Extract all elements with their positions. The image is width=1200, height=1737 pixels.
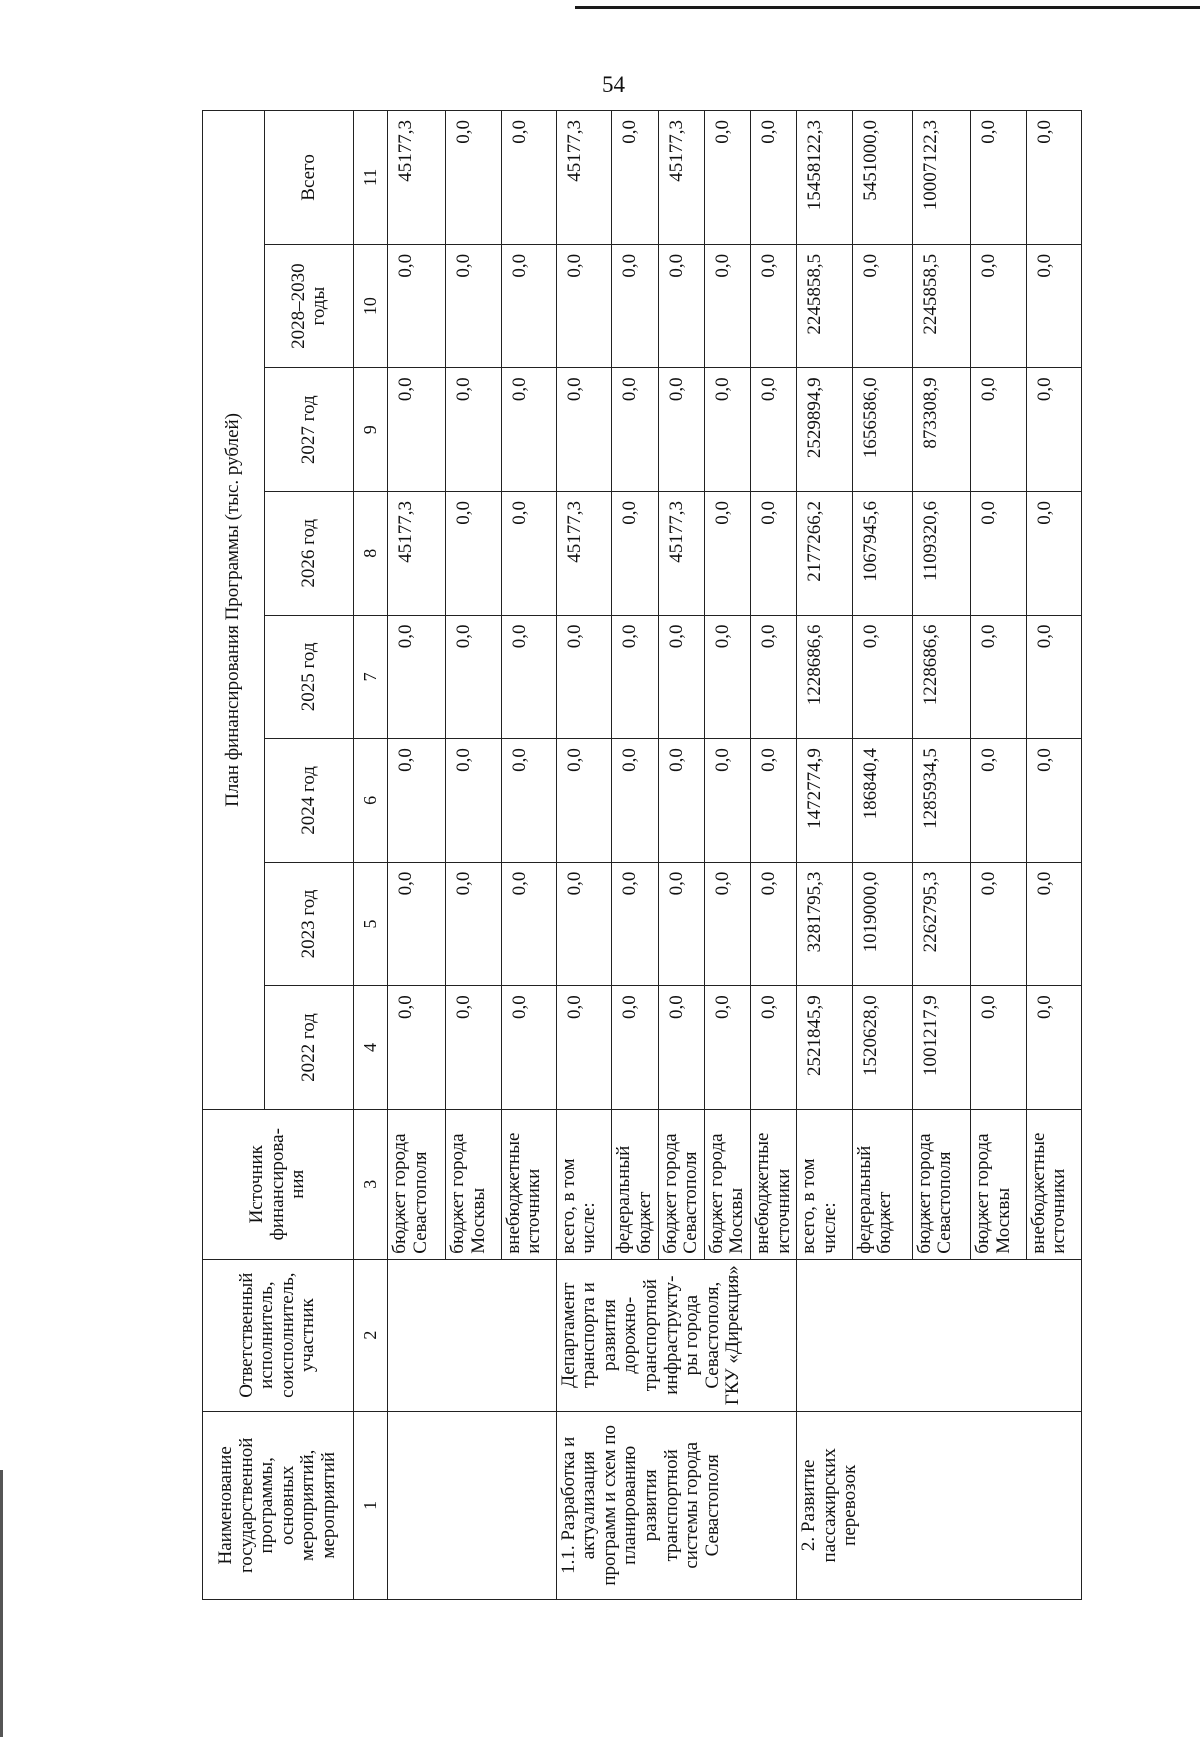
row-executor: Департамент транспорта и развития дорожно-транспортной инфраструкту-ры города Севастополя, ГКУ «Дирекция» — [556, 1259, 796, 1411]
row-funding-source: внебюджетные источники — [1026, 1109, 1081, 1259]
column-number: 7 — [353, 615, 387, 739]
row-amount-cell: 0,0 — [446, 862, 501, 986]
row-amount-cell: 0,0 — [658, 739, 704, 863]
row-funding-source: бюджет города Севастополя — [912, 1109, 970, 1259]
row-amount-cell: 0,0 — [612, 244, 658, 368]
row-amount-cell: 0,0 — [658, 986, 704, 1110]
row-amount-cell: 45177,3 — [658, 111, 704, 245]
row-amount-cell: 45177,3 — [658, 491, 704, 615]
row-amount-cell: 1656586,0 — [852, 368, 912, 492]
header-financing-plan: План финансирования Программы (тыс. рублей) — [203, 111, 265, 1110]
row-executor — [797, 1259, 1082, 1411]
row-funding-source: бюджет города Москвы — [446, 1109, 501, 1259]
row-amount-cell: 0,0 — [704, 111, 750, 245]
row-amount-cell: 0,0 — [446, 491, 501, 615]
column-number: 5 — [353, 862, 387, 986]
row-amount-cell: 0,0 — [446, 111, 501, 245]
header-source: Источник финансирова-ния — [203, 1109, 354, 1259]
header-year: 2028–2030 годы — [265, 244, 353, 368]
column-number: 11 — [353, 111, 387, 245]
row-amount-cell: 0,0 — [388, 739, 446, 863]
row-amount-cell: 0,0 — [751, 491, 797, 615]
row-amount-cell: 1109320,6 — [912, 491, 970, 615]
header-year: 2022 год — [265, 986, 353, 1110]
row-amount-cell: 0,0 — [704, 862, 750, 986]
row-amount-cell: 0,0 — [501, 111, 556, 245]
row-amount-cell: 15458122,3 — [797, 111, 852, 245]
row-amount-cell: 0,0 — [388, 368, 446, 492]
row-amount-cell: 0,0 — [658, 615, 704, 739]
row-amount-cell: 45177,3 — [388, 111, 446, 245]
row-amount-cell: 0,0 — [612, 739, 658, 863]
row-executor — [388, 1259, 557, 1411]
row-amount-cell: 0,0 — [751, 368, 797, 492]
row-amount-cell: 0,0 — [1026, 615, 1081, 739]
column-number: 1 — [353, 1411, 387, 1599]
page-number: 54 — [602, 72, 625, 97]
row-amount-cell: 0,0 — [446, 368, 501, 492]
row-amount-cell: 0,0 — [388, 615, 446, 739]
row-amount-cell: 0,0 — [556, 615, 611, 739]
row-amount-cell: 0,0 — [971, 244, 1026, 368]
row-amount-cell: 5451000,0 — [852, 111, 912, 245]
row-amount-cell: 0,0 — [446, 739, 501, 863]
row-amount-cell: 2262795,3 — [912, 862, 970, 986]
header-year: 2023 год — [265, 862, 353, 986]
row-amount-cell: 0,0 — [612, 986, 658, 1110]
row-program-name: 1.1. Разработка и актуализация программ и схем по планированию развития транспортной системы города Севастополя — [556, 1411, 796, 1599]
row-amount-cell: 0,0 — [501, 244, 556, 368]
row-amount-cell: 0,0 — [751, 739, 797, 863]
header-year: 2025 год — [265, 615, 353, 739]
row-amount-cell: 2177266,2 — [797, 491, 852, 615]
row-amount-cell: 0,0 — [501, 986, 556, 1110]
row-amount-cell: 1019000,0 — [852, 862, 912, 986]
row-funding-source: внебюджетные источники — [751, 1109, 797, 1259]
row-amount-cell: 0,0 — [501, 368, 556, 492]
column-number: 4 — [353, 986, 387, 1110]
row-amount-cell: 0,0 — [612, 111, 658, 245]
row-amount-cell: 1001217,9 — [912, 986, 970, 1110]
row-amount-cell: 0,0 — [501, 615, 556, 739]
row-amount-cell: 2245858,5 — [797, 244, 852, 368]
row-amount-cell: 10007122,3 — [912, 111, 970, 245]
row-amount-cell: 1285934,5 — [912, 739, 970, 863]
row-amount-cell: 3281795,3 — [797, 862, 852, 986]
row-amount-cell: 0,0 — [751, 111, 797, 245]
row-amount-cell: 0,0 — [1026, 111, 1081, 245]
row-amount-cell: 0,0 — [704, 615, 750, 739]
row-amount-cell: 0,0 — [446, 986, 501, 1110]
row-amount-cell: 0,0 — [751, 986, 797, 1110]
header-executor: Ответственный исполнитель, соисполнитель, участник — [203, 1259, 354, 1411]
row-amount-cell: 0,0 — [501, 739, 556, 863]
row-amount-cell: 0,0 — [1026, 244, 1081, 368]
row-amount-cell: 0,0 — [556, 739, 611, 863]
row-amount-cell: 0,0 — [658, 244, 704, 368]
row-funding-source: всего, в том числе: — [556, 1109, 611, 1259]
row-amount-cell: 0,0 — [852, 615, 912, 739]
scan-edge-line — [0, 1470, 3, 1737]
row-program-name — [388, 1411, 557, 1599]
row-amount-cell: 0,0 — [1026, 368, 1081, 492]
row-amount-cell: 0,0 — [971, 862, 1026, 986]
row-amount-cell: 45177,3 — [388, 491, 446, 615]
row-amount-cell: 1228686,6 — [797, 615, 852, 739]
row-amount-cell: 0,0 — [556, 368, 611, 492]
header-year: 2024 год — [265, 739, 353, 863]
row-amount-cell: 0,0 — [751, 244, 797, 368]
row-amount-cell: 0,0 — [388, 862, 446, 986]
row-funding-source: внебюджетные источники — [501, 1109, 556, 1259]
row-amount-cell: 0,0 — [446, 615, 501, 739]
row-amount-cell: 2245858,5 — [912, 244, 970, 368]
column-number: 8 — [353, 491, 387, 615]
row-amount-cell: 1520628,0 — [852, 986, 912, 1110]
row-amount-cell: 0,0 — [388, 986, 446, 1110]
row-amount-cell: 1472774,9 — [797, 739, 852, 863]
row-amount-cell: 873308,9 — [912, 368, 970, 492]
row-amount-cell: 0,0 — [852, 244, 912, 368]
row-amount-cell: 0,0 — [501, 491, 556, 615]
row-amount-cell: 0,0 — [1026, 986, 1081, 1110]
table-row — [388, 111, 446, 1600]
column-number: 3 — [353, 1109, 387, 1259]
row-funding-source: бюджет города Севастополя — [388, 1109, 446, 1259]
row-amount-cell: 0,0 — [971, 368, 1026, 492]
row-amount-cell: 0,0 — [556, 862, 611, 986]
row-amount-cell: 2529894,9 — [797, 368, 852, 492]
header-year: 2027 год — [265, 368, 353, 492]
row-amount-cell: 0,0 — [556, 244, 611, 368]
column-number: 2 — [353, 1259, 387, 1411]
row-amount-cell: 0,0 — [971, 491, 1026, 615]
header-total: Всего — [265, 111, 353, 245]
row-amount-cell: 1228686,6 — [912, 615, 970, 739]
row-amount-cell: 0,0 — [704, 368, 750, 492]
row-amount-cell: 0,0 — [612, 491, 658, 615]
row-program-name: 2. Развитие пассажирских перевозок — [797, 1411, 1082, 1599]
row-amount-cell: 2521845,9 — [797, 986, 852, 1110]
row-amount-cell: 0,0 — [612, 615, 658, 739]
table-body — [388, 111, 1082, 1600]
row-amount-cell: 0,0 — [971, 739, 1026, 863]
table-row — [797, 111, 852, 1600]
row-funding-source: всего, в том числе: — [797, 1109, 852, 1259]
row-amount-cell: 186840,4 — [852, 739, 912, 863]
row-amount-cell: 0,0 — [1026, 491, 1081, 615]
column-number: 9 — [353, 368, 387, 492]
row-amount-cell: 45177,3 — [556, 491, 611, 615]
row-amount-cell: 0,0 — [971, 111, 1026, 245]
top-rule-line — [575, 6, 1200, 9]
row-amount-cell: 0,0 — [751, 862, 797, 986]
table-row — [556, 111, 611, 1600]
header-year: 2026 год — [265, 491, 353, 615]
row-amount-cell: 0,0 — [751, 615, 797, 739]
row-funding-source: бюджет города Севастополя — [658, 1109, 704, 1259]
column-number: 10 — [353, 244, 387, 368]
row-amount-cell: 0,0 — [704, 244, 750, 368]
row-funding-source: бюджет города Москвы — [971, 1109, 1026, 1259]
row-amount-cell: 0,0 — [971, 986, 1026, 1110]
row-amount-cell: 0,0 — [658, 368, 704, 492]
row-amount-cell: 0,0 — [704, 986, 750, 1110]
rotated-table-container — [202, 110, 1082, 1600]
row-amount-cell: 0,0 — [1026, 862, 1081, 986]
row-amount-cell: 0,0 — [388, 244, 446, 368]
row-amount-cell: 0,0 — [612, 862, 658, 986]
row-amount-cell: 0,0 — [704, 491, 750, 615]
row-amount-cell: 0,0 — [446, 244, 501, 368]
row-amount-cell: 0,0 — [704, 739, 750, 863]
row-amount-cell: 0,0 — [501, 862, 556, 986]
row-amount-cell: 1067945,6 — [852, 491, 912, 615]
financing-plan-table — [202, 110, 1082, 1600]
row-amount-cell: 0,0 — [612, 368, 658, 492]
header-program-name: Наименование государственной программы, основных мероприятий, мероприятий — [203, 1411, 354, 1599]
row-amount-cell: 0,0 — [971, 615, 1026, 739]
row-amount-cell: 0,0 — [1026, 739, 1081, 863]
row-funding-source: федеральный бюджет — [852, 1109, 912, 1259]
row-amount-cell: 45177,3 — [556, 111, 611, 245]
row-funding-source: федеральный бюджет — [612, 1109, 658, 1259]
column-number: 6 — [353, 739, 387, 863]
row-amount-cell: 0,0 — [658, 862, 704, 986]
row-funding-source: бюджет города Москвы — [704, 1109, 750, 1259]
row-amount-cell: 0,0 — [556, 986, 611, 1110]
